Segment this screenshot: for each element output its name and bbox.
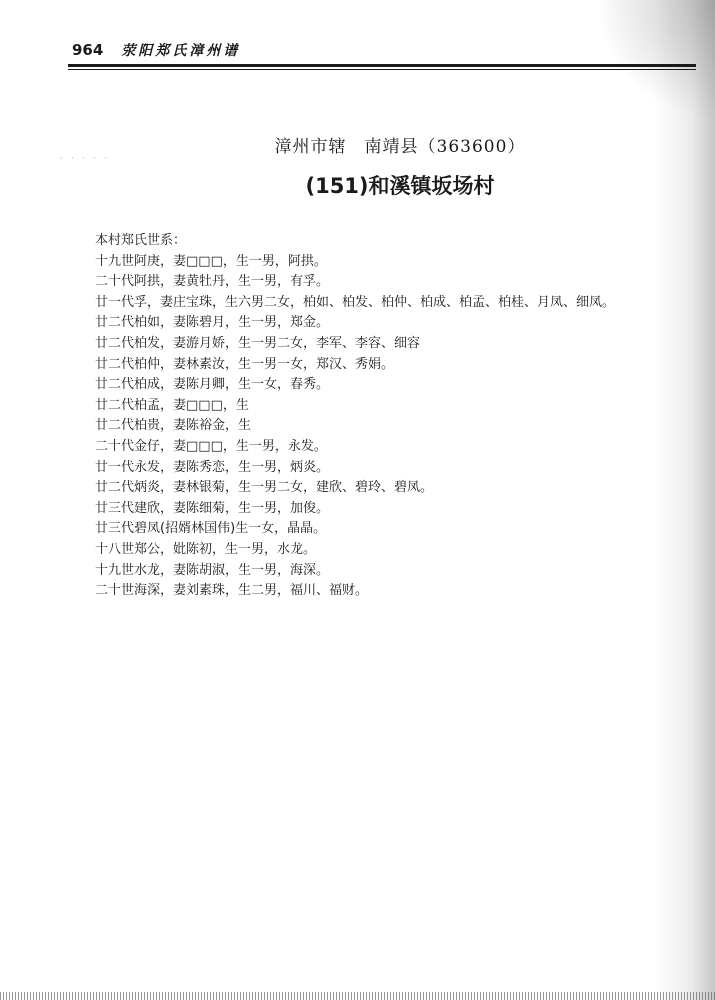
genealogy-entry: 廿三代碧凤(招婿林国伟)生一女，晶晶。: [95, 521, 327, 537]
genealogy-entry: 廿一代孚，妻庄宝珠，生六男二女，柏如、柏发、柏仲、柏成、柏孟、柏桂、月凤、细凤。: [95, 294, 616, 310]
header-rule-thin: [68, 69, 696, 70]
genealogy-entry: 廿二代柏成，妻陈月卿，生一女，春秀。: [95, 377, 330, 393]
genealogy-entry: 廿二代柏发，妻游月娇，生一男二女，李军、李容、细容: [95, 335, 421, 351]
running-header: [72, 40, 240, 64]
genealogy-entry: 廿二代柏仲，妻林素汝，生一男一女，郑汉、秀娟。: [95, 356, 395, 372]
genealogy-entry: 廿二代柏如，妻陈碧月，生一男，郑金。: [95, 315, 330, 331]
genealogy-entry: 廿二代炳炎，妻林银菊，生一男二女，建欣、碧玲、碧凤。: [95, 480, 434, 496]
genealogy-entry: 廿二代柏孟，妻□□□，生: [95, 397, 249, 413]
header-rule-thick: [68, 64, 696, 67]
genealogy-entry: 十八世郑公，妣陈初，生一男，水龙。: [95, 541, 317, 557]
genealogy-intro: 本村郑氏世系：: [95, 233, 187, 248]
section-title: (151)和溪镇坂场村: [305, 174, 495, 198]
genealogy-entry: 廿二代柏贵，妻陈裕金，生: [95, 418, 252, 434]
genealogy-entry: 廿一代永发，妻陈秀恋，生一男，炳炎。: [95, 459, 330, 475]
book-title: 荥阳郑氏漳州谱: [121, 43, 241, 59]
genealogy-entry: 十九世水龙，妻陈胡淑，生一男，海深。: [95, 562, 330, 578]
scan-artifact-dots: · · · · ·: [60, 154, 110, 163]
genealogy-entry: 二十世海深，妻刘素珠，生二男，福川、福财。: [95, 583, 369, 599]
scan-corner-shadow: [595, 0, 715, 120]
genealogy-list: [95, 231, 695, 602]
scan-bottom-edge: [0, 992, 715, 1000]
genealogy-entry: 二十代阿拱，妻黄牡丹，生一男，有孚。: [95, 274, 330, 290]
genealogy-entry: 二十代金仔，妻□□□，生一男，永发。: [95, 438, 327, 454]
genealogy-entry: 廿三代建欣，妻陈细菊，生一男，加俊。: [95, 500, 330, 516]
page-number: 964: [72, 41, 104, 59]
genealogy-entry: 十九世阿庚，妻□□□，生一男，阿拱。: [95, 253, 327, 269]
section-subtitle: 漳州市辖 南靖县（363600）: [274, 137, 526, 157]
